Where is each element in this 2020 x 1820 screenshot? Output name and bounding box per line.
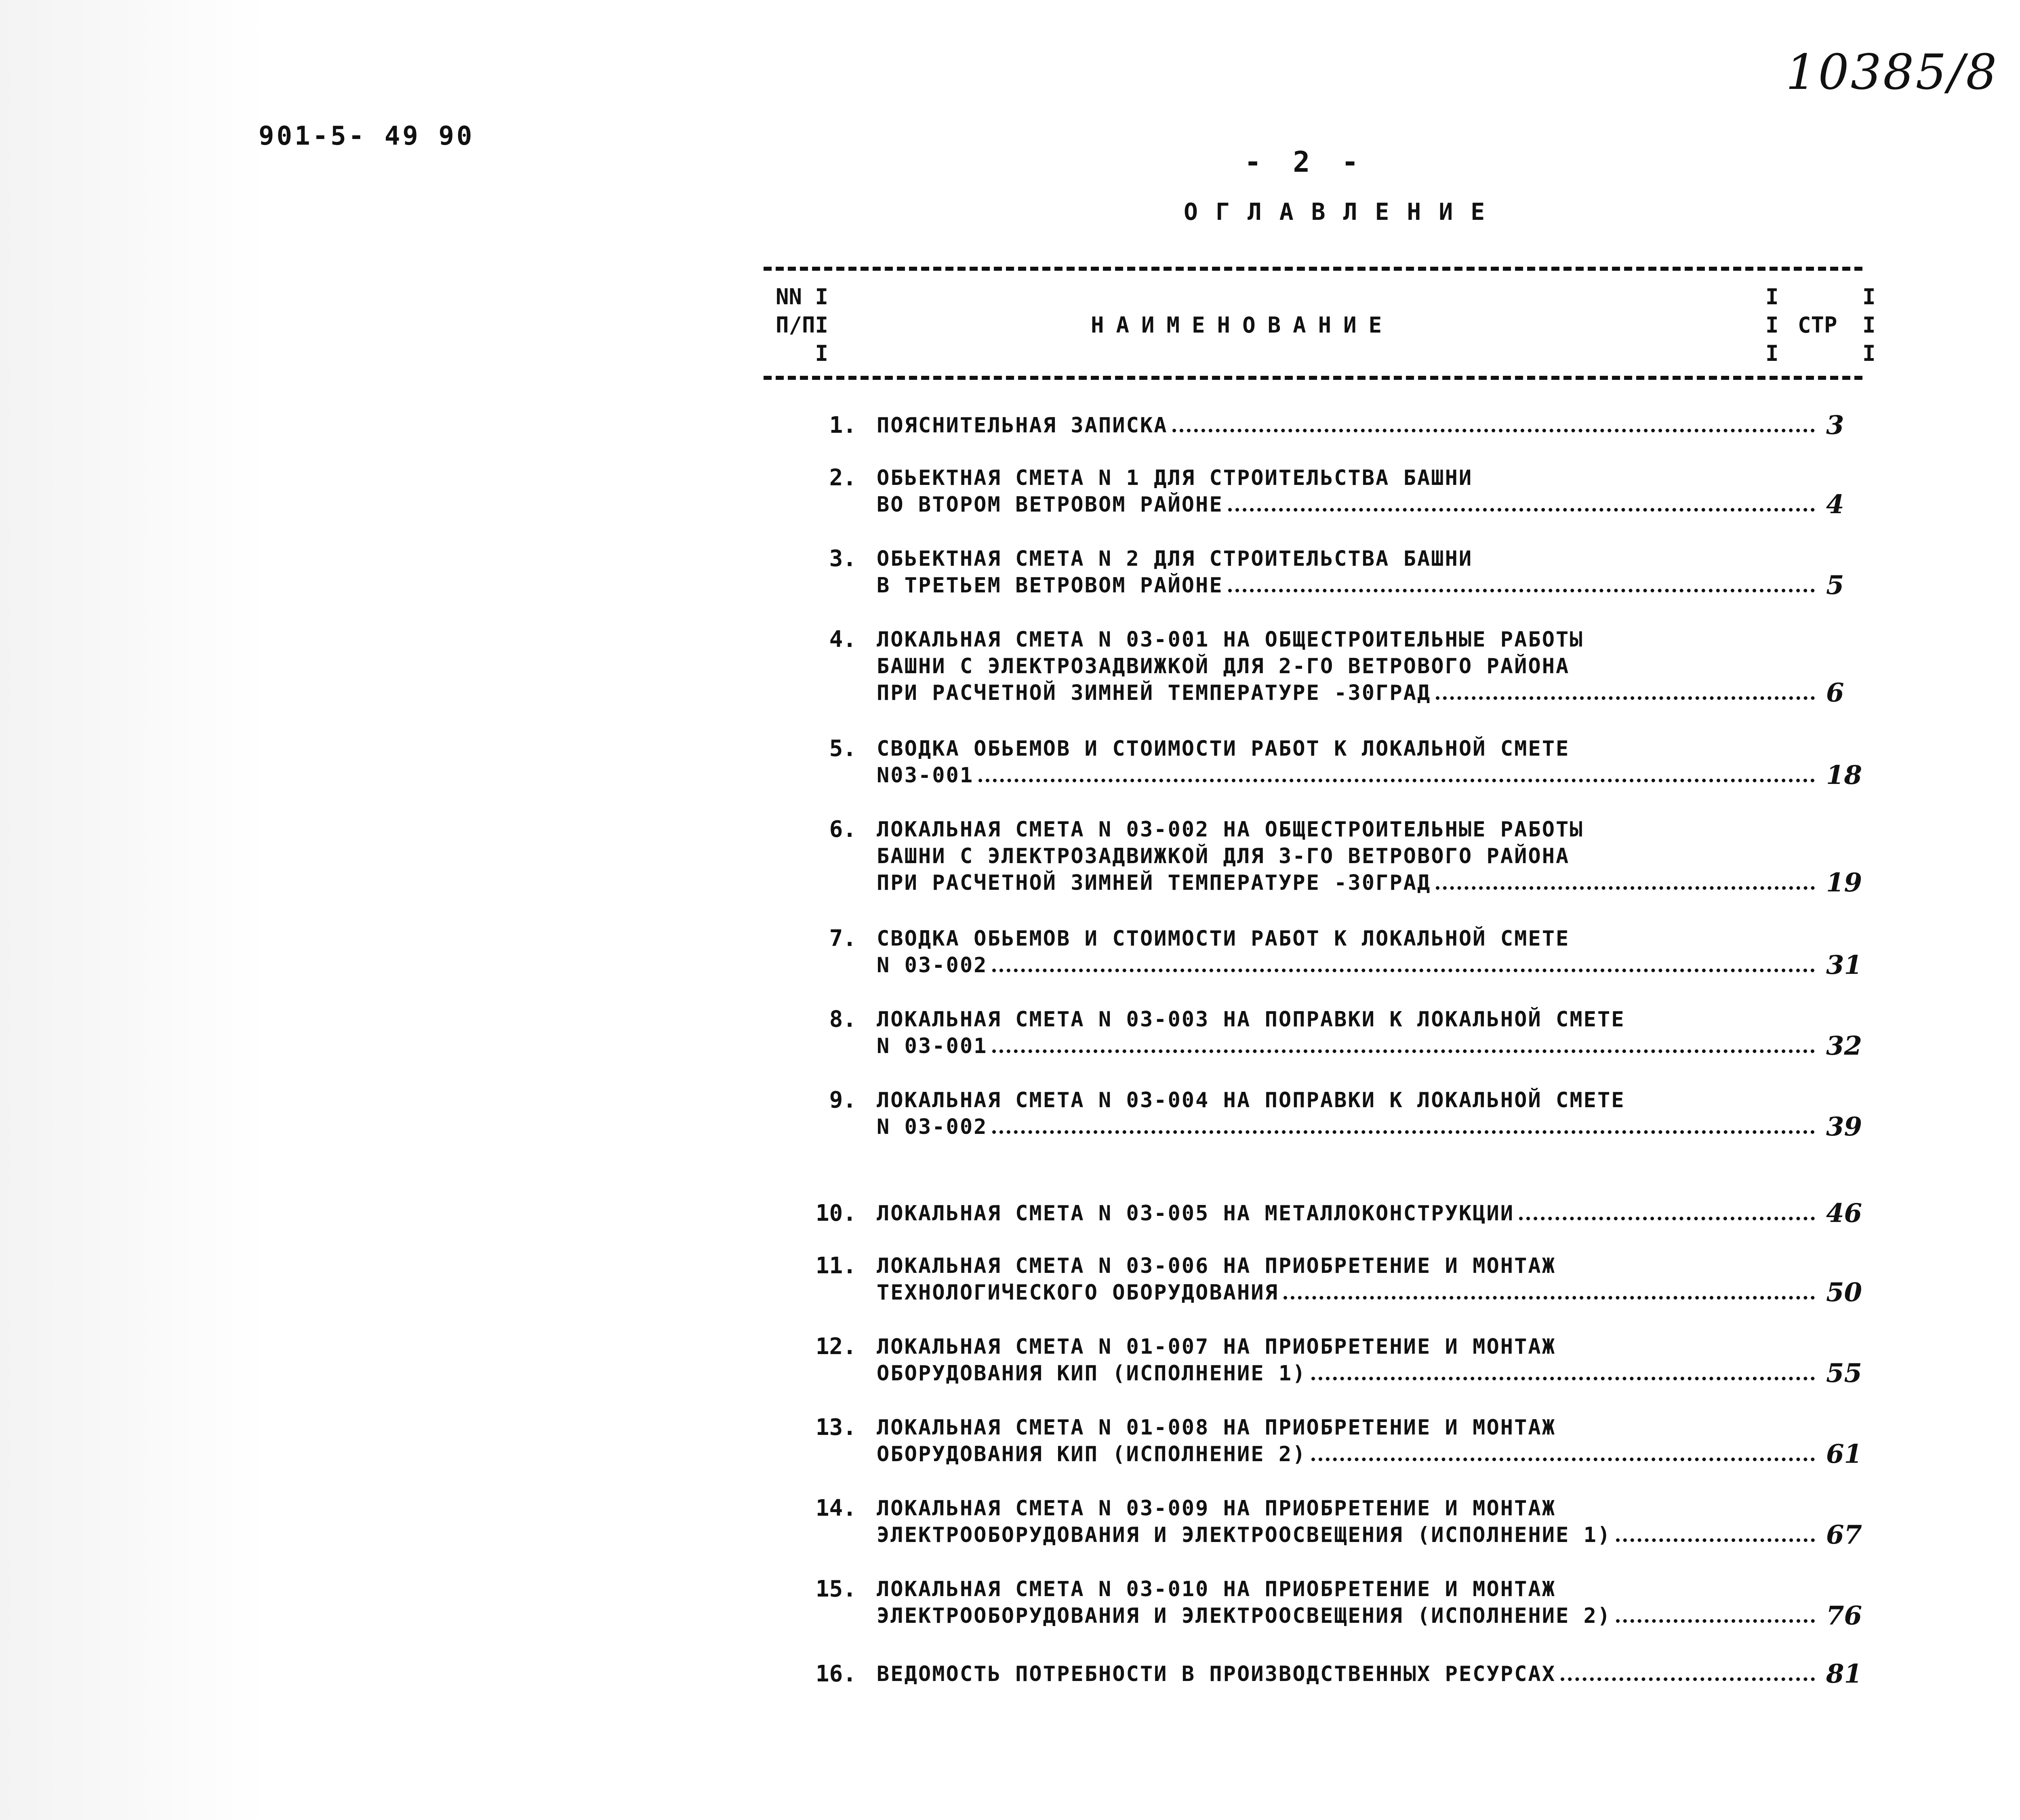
toc-entry-line (877, 491, 1838, 518)
toc-entry-line (877, 1333, 1838, 1360)
toc-entry-line (877, 412, 1838, 439)
toc-entry-number: 3. (829, 546, 856, 572)
toc-entry-line-text: ЭЛЕКТРООБОРУДОВАНИЯ И ЭЛЕКТРООСВЕЩЕНИЯ (ИСПОЛНЕНИЕ 2) (877, 1604, 1612, 1628)
toc-entry-line-text: ОБЬЕКТНАЯ СМЕТА N 2 ДЛЯ СТРОИТЕЛЬСТВА БАШНИ (877, 547, 1473, 571)
toc-entry-line-text: ЛОКАЛЬНАЯ СМЕТА N 03-009 НА ПРИОБРЕТЕНИЕ И МОНТАЖ (877, 1496, 1556, 1521)
toc-entry-line (877, 1114, 1838, 1140)
column-header-number: NN I П/ПI I (776, 284, 829, 366)
toc-entry-page: 76 (1826, 1601, 1862, 1631)
toc-entry-number: 4. (829, 626, 856, 653)
dot-leader (1616, 1607, 1815, 1623)
toc-entry-page: 6 (1826, 678, 1844, 708)
toc-entry-number: 2. (829, 465, 856, 491)
toc-entry-line-text: N 03-002 (877, 1115, 988, 1139)
toc-entry-number: 8. (829, 1006, 856, 1032)
toc-entry-line-text: ЛОКАЛЬНАЯ СМЕТА N 03-006 НА ПРИОБРЕТЕНИЕ И МОНТАЖ (877, 1254, 1556, 1278)
dot-leader (1311, 1445, 1815, 1461)
toc-entry-page: 4 (1826, 489, 1844, 520)
toc-entry-line (877, 626, 1838, 653)
dot-leader (992, 1118, 1815, 1134)
toc-entry-line-text: N 03-002 (877, 953, 988, 977)
toc-entry-line-text: СВОДКА ОБЬЕМОВ И СТОИМОСТИ РАБОТ К ЛОКАЛЬНОЙ СМЕТЕ (877, 737, 1570, 761)
toc-entry-number: 7. (829, 925, 856, 952)
dot-leader (992, 956, 1815, 972)
dot-leader (1519, 1205, 1815, 1220)
dot-leader (1436, 684, 1815, 700)
toc-entry-page: 18 (1826, 760, 1862, 790)
dot-leader (1436, 874, 1815, 890)
toc-entry-page: 31 (1826, 950, 1862, 980)
toc-entry-number: 5. (829, 735, 856, 762)
toc-entry-line (877, 1603, 1838, 1629)
toc-entry-line (877, 1200, 1838, 1227)
toc-entry-number: 13. (815, 1414, 856, 1441)
toc-entry-page: 3 (1826, 410, 1844, 440)
toc-entry-line-text: ЭЛЕКТРООБОРУДОВАНИЯ И ЭЛЕКТРООСВЕЩЕНИЯ (ИСПОЛНЕНИЕ 1) (877, 1523, 1612, 1547)
toc-entry-line (877, 952, 1838, 979)
header-rule-top (764, 267, 1862, 271)
toc-entry-page: 55 (1826, 1358, 1862, 1388)
page-number: - 2 - (1244, 145, 1366, 179)
toc-entry-line-text: ТЕХНОЛОГИЧЕСКОГО ОБОРУДОВАНИЯ (877, 1281, 1279, 1305)
column-header-page: СТР (1798, 312, 1837, 338)
toc-entry-title (877, 1333, 1838, 1387)
toc-entry-page: 19 (1826, 868, 1862, 898)
toc-entry-line (877, 1006, 1838, 1033)
toc-entry-line (877, 1414, 1838, 1441)
toc-entry-page: 5 (1826, 570, 1844, 600)
toc-entry-page: 46 (1826, 1198, 1862, 1228)
column-border-right: I I I (1862, 284, 1876, 366)
toc-entry-line (877, 843, 1838, 870)
toc-entry-line (877, 680, 1838, 706)
toc-entry-line (877, 762, 1838, 789)
toc-entry-title (877, 1661, 1838, 1687)
toc-entry-page: 39 (1826, 1112, 1862, 1142)
toc-entry-line (877, 1279, 1838, 1306)
toc-entry-title (877, 412, 1838, 439)
dot-leader (1284, 1284, 1815, 1300)
dot-leader (992, 1037, 1815, 1053)
toc-entry-line (877, 653, 1838, 680)
toc-entry-line-text: ЛОКАЛЬНАЯ СМЕТА N 03-005 НА МЕТАЛЛОКОНСТРУКЦИИ (877, 1201, 1515, 1226)
toc-entry-title (877, 1495, 1838, 1548)
toc-entry-line (877, 546, 1838, 572)
scan-shadow (0, 0, 267, 1820)
toc-entry-line-text: БАШНИ С ЭЛЕКТРОЗАДВИЖКОЙ ДЛЯ 2-ГО ВЕТРОВОГО РАЙОНА (877, 654, 1570, 678)
toc-entry-title (877, 735, 1838, 789)
toc-entry-number: 10. (815, 1200, 856, 1226)
column-separator: I I I (1765, 284, 1779, 366)
toc-entry-title (877, 1006, 1838, 1060)
toc-entry-page: 50 (1826, 1277, 1862, 1308)
column-header-name: НАИМЕНОВАНИЕ (1091, 312, 1394, 338)
toc-entry-line-text: СВОДКА ОБЬЕМОВ И СТОИМОСТИ РАБОТ К ЛОКАЛЬНОЙ СМЕТЕ (877, 927, 1570, 951)
toc-entry-line-text: ПРИ РАСЧЕТНОЙ ЗИМНЕЙ ТЕМПЕРАТУРЕ -30ГРАД (877, 871, 1431, 895)
toc-entry-page: 81 (1826, 1659, 1862, 1689)
toc-entry-line-text: ПОЯСНИТЕЛЬНАЯ ЗАПИСКА (877, 413, 1168, 438)
toc-entry-line (877, 1661, 1838, 1687)
toc-entry-line (877, 735, 1838, 762)
toc-entry-title (877, 1253, 1838, 1306)
toc-entry-number: 6. (829, 816, 856, 843)
document-code: 901-5- 49 90 (259, 121, 475, 151)
toc-entry-line (877, 465, 1838, 491)
toc-entry-line (877, 925, 1838, 952)
toc-entry-title (877, 816, 1838, 896)
toc-entry-line (877, 1441, 1838, 1468)
toc-entry-line-text: В ТРЕТЬЕМ ВЕТРОВОМ РАЙОНЕ (877, 573, 1223, 598)
toc-entry-title (877, 1414, 1838, 1468)
toc-entry-line-text: ОБОРУДОВАНИЯ КИП (ИСПОЛНЕНИЕ 2) (877, 1442, 1307, 1466)
toc-entry-title (877, 1200, 1838, 1227)
toc-entry-line-text: ВЕДОМОСТЬ ПОТРЕБНОСТИ В ПРОИЗВОДСТВЕННЫХ РЕСУРСАХ (877, 1662, 1556, 1686)
toc-entry-line-text: ЛОКАЛЬНАЯ СМЕТА N 03-002 НА ОБЩЕСТРОИТЕЛЬНЫЕ РАБОТЫ (877, 817, 1584, 842)
toc-entry-title (877, 546, 1838, 599)
toc-entry-number: 16. (815, 1661, 856, 1687)
toc-entry-title (877, 465, 1838, 518)
toc-entry-number: 11. (815, 1253, 856, 1279)
dot-leader (1311, 1365, 1815, 1380)
toc-entry-line-text: ОБЬЕКТНАЯ СМЕТА N 1 ДЛЯ СТРОИТЕЛЬСТВА БАШНИ (877, 466, 1473, 490)
toc-entry-page: 61 (1826, 1439, 1862, 1469)
header-rule-bottom (764, 376, 1862, 380)
dot-leader (978, 767, 1815, 782)
dot-leader (1616, 1526, 1815, 1542)
toc-entry-number: 14. (815, 1495, 856, 1521)
toc-entry-line (877, 1522, 1838, 1548)
toc-entry-line-text: ЛОКАЛЬНАЯ СМЕТА N 01-007 НА ПРИОБРЕТЕНИЕ И МОНТАЖ (877, 1335, 1556, 1359)
toc-entry-line (877, 816, 1838, 843)
toc-entry-line-text: ЛОКАЛЬНАЯ СМЕТА N 03-010 НА ПРИОБРЕТЕНИЕ И МОНТАЖ (877, 1577, 1556, 1601)
dot-leader (1228, 577, 1815, 592)
toc-entry-line (877, 870, 1838, 896)
toc-entry-number: 1. (829, 412, 856, 438)
toc-entry-line-text: ЛОКАЛЬНАЯ СМЕТА N 03-001 НА ОБЩЕСТРОИТЕЛЬНЫЕ РАБОТЫ (877, 628, 1584, 652)
toc-entry-line-text: ЛОКАЛЬНАЯ СМЕТА N 01-008 НА ПРИОБРЕТЕНИЕ И МОНТАЖ (877, 1416, 1556, 1440)
toc-entry-line (877, 1360, 1838, 1387)
toc-entry-page: 32 (1826, 1031, 1862, 1061)
dot-leader (1561, 1665, 1815, 1681)
toc-entry-line (877, 572, 1838, 599)
dot-leader (1172, 417, 1815, 432)
toc-entry-line (877, 1495, 1838, 1522)
toc-entry-number: 12. (815, 1333, 856, 1360)
toc-entry-line-text: N 03-001 (877, 1034, 988, 1058)
toc-entry-line-text: ОБОРУДОВАНИЯ КИП (ИСПОЛНЕНИЕ 1) (877, 1361, 1307, 1386)
toc-entry-title (877, 626, 1838, 706)
toc-entry-number: 15. (815, 1576, 856, 1602)
toc-entry-line-text: ЛОКАЛЬНАЯ СМЕТА N 03-003 НА ПОПРАВКИ К ЛОКАЛЬНОЙ СМЕТЕ (877, 1007, 1625, 1032)
handwritten-number: 10385/8 (1786, 44, 1999, 101)
toc-entry-line-text: ПРИ РАСЧЕТНОЙ ЗИМНЕЙ ТЕМПЕРАТУРЕ -30ГРАД (877, 681, 1431, 705)
dot-leader (1228, 496, 1815, 512)
toc-entry-line-text: N03-001 (877, 763, 974, 788)
toc-entry-line-text: ЛОКАЛЬНАЯ СМЕТА N 03-004 НА ПОПРАВКИ К ЛОКАЛЬНОЙ СМЕТЕ (877, 1088, 1625, 1112)
toc-entry-title (877, 1576, 1838, 1629)
toc-entry-line-text: ВО ВТОРОМ ВЕТРОВОМ РАЙОНЕ (877, 493, 1223, 517)
toc-entry-line (877, 1033, 1838, 1060)
toc-entry-page: 67 (1826, 1520, 1862, 1550)
toc-entry-line (877, 1576, 1838, 1603)
toc-entry-title (877, 925, 1838, 979)
toc-entry-line-text: БАШНИ С ЭЛЕКТРОЗАДВИЖКОЙ ДЛЯ 3-ГО ВЕТРОВОГО РАЙОНА (877, 844, 1570, 868)
toc-entry-title (877, 1087, 1838, 1140)
toc-entry-number: 9. (829, 1087, 856, 1113)
toc-entry-line (877, 1087, 1838, 1114)
document-title: ОГЛАВЛЕНИЕ (1184, 198, 1503, 225)
toc-entry-line (877, 1253, 1838, 1279)
